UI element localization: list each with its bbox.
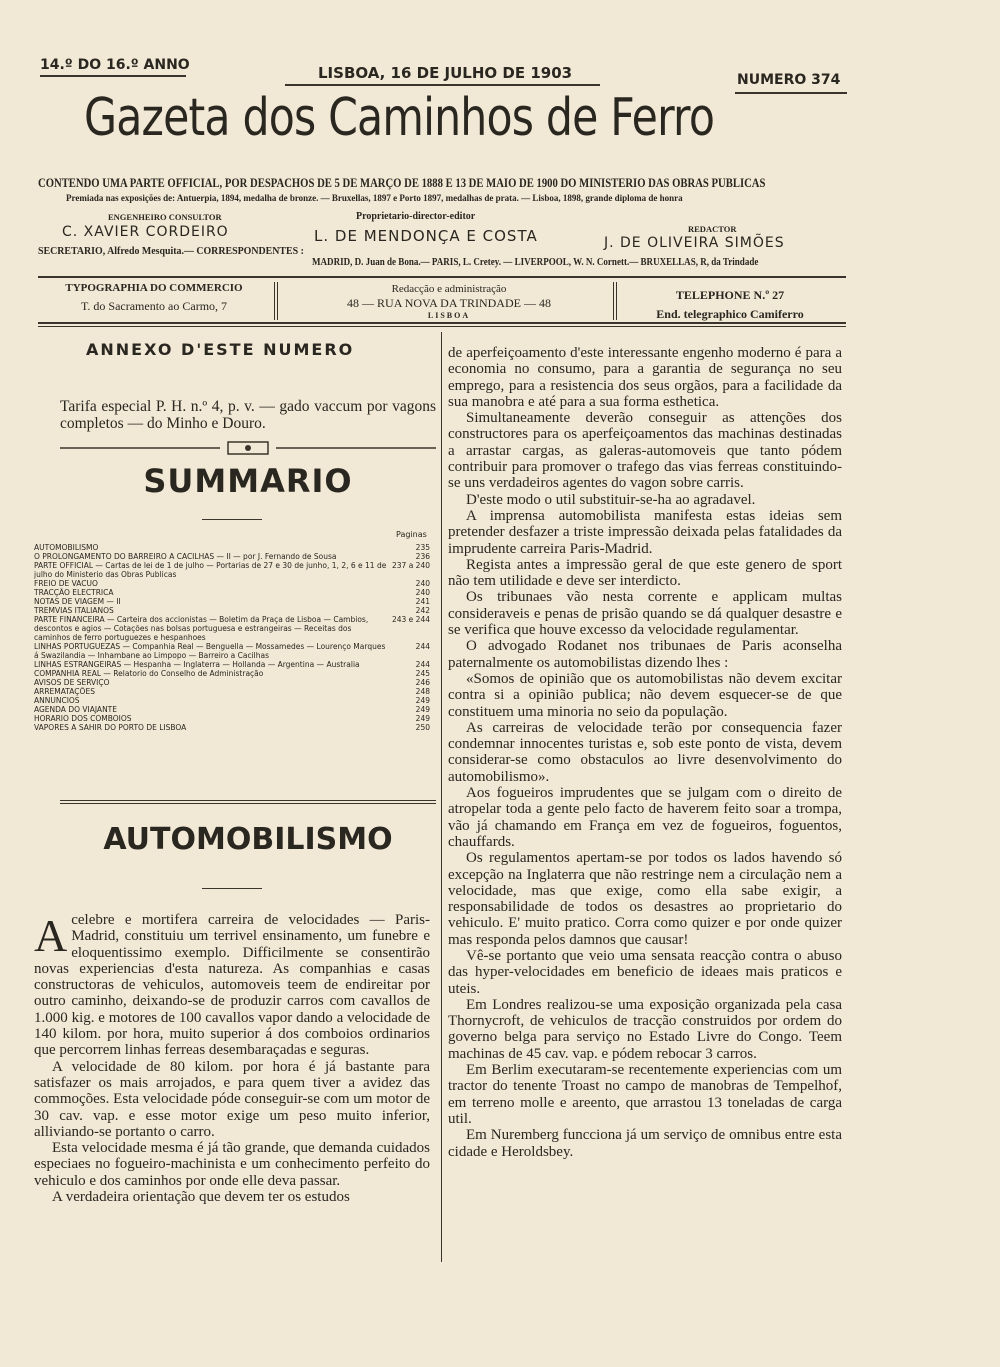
- summary-row-page: 245: [415, 669, 430, 678]
- summary-row: [34, 678, 430, 687]
- summary-row-page: 244: [415, 642, 430, 651]
- box-divider-1: [274, 282, 275, 320]
- ornament-divider: [60, 440, 436, 456]
- article-paragraph: celebre e mortifera carreira de velocidades — Paris-Madrid, constituiu um terrivel ensinamento, um funebre e eloquentissimo exemplo. Difficilmente se consentirão novas experiencias d'esta natureza. As companhias e casas constructoras de vehiculos, automoveis teem de endireitar por outro caminho, deixando-se de produzir carros com cavallos de 1.000 kig. e motores de 100 cavallos vapor dando a velocidade de 140 kilom. por hora, muito superior á dos comboios ordinarios que percorrem linhas ferreas desembaraçadas e seguras.: [34, 912, 430, 1059]
- engineer-role: ENGENHEIRO CONSULTOR: [108, 212, 222, 222]
- masthead-divider: [38, 276, 846, 278]
- dropcap-letter: A: [34, 910, 68, 961]
- article-paragraph: Simultaneamente deverão conseguir as attenções dos constructores para os aperfeiçoamentos das machinas destinadas a arrastar cargas, as galeras-automoveis que tanto pódem contribuir para promover o trafego das vias ferreas constituindo-se uns verdadeiros agentes do vagon sobre carris.: [448, 410, 842, 492]
- admin-address: 48 — RUA NOVA DA TRINDADE — 48: [347, 296, 551, 310]
- admin-label: Redacção e administração: [391, 283, 507, 295]
- article-paragraph: Esta velocidade mesma é já tão grande, que demanda cuidados especiaes no fogueiro-machinista e um conhecimento perfeito do vehiculo e dos caminhos por onde elle deva passar.: [34, 1140, 430, 1189]
- summary-row-page: 244: [415, 660, 430, 669]
- summary-row-title: ANNUNCIOS: [34, 696, 80, 705]
- summary-row-page: 249: [415, 714, 430, 723]
- summary-row: [34, 597, 430, 606]
- secretary-line: SECRETARIO, Alfredo Mesquita.— CORRESPONDENTES :: [38, 245, 304, 257]
- year-underline: [40, 75, 186, 77]
- typography-name: TYPOGRAPHIA DO COMMERCIO: [65, 282, 243, 294]
- article-heading: AUTOMOBILISMO: [103, 822, 393, 857]
- article-paragraph: O advogado Rodanet nos tribunaes de Paris aconselha paternalmente os automobilistas dizendo lhes :: [448, 638, 842, 671]
- box-divider-1b: [277, 282, 278, 320]
- summary-row-title: LINHAS PORTUGUEZAS — Companhia Real — Benguella — Mossamedes — Lourenço Marques á Swazilandia — Inhambane ao Limpopo — Barreiro a Cacilhas: [34, 642, 386, 660]
- summary-row: [34, 606, 430, 615]
- summary-row-title: TREMVIAS ITALIANOS: [34, 606, 114, 615]
- summary-row-title: VAPORES A SAHIR DO PORTO DE LISBOA: [34, 723, 187, 732]
- summary-row: [34, 705, 430, 714]
- header-bottom-rule: [38, 322, 846, 324]
- summary-row-page: 237 a 240: [392, 561, 430, 570]
- summary-row-title: AVISOS DE SERVIÇO: [34, 678, 110, 687]
- summary-row-page: 246: [415, 678, 430, 687]
- awards-line: Premiada nas exposições de: Antuerpia, 1894, medalha de bronze. — Bruxellas, 1897 e Porto 1897, medalhas de prata. — Lisboa, 1898, grande diploma de honra: [66, 193, 683, 203]
- editor-role: REDACTOR: [688, 224, 737, 234]
- telephone: TELEPHONE N.º 27: [675, 288, 785, 302]
- summary-row-page: 243 e 244: [391, 615, 430, 624]
- summary-row: [34, 552, 430, 561]
- summary-row: [34, 669, 430, 678]
- article-paragraph: Em Nuremberg funcciona já um serviço de omnibus entre esta cidade e Heroldsbey.: [448, 1127, 842, 1160]
- summary-row: [34, 543, 430, 552]
- article-paragraph: de aperfeiçoamento d'este interessante engenho moderno é para a economia no consumo, para a garantia de segurança no seu emprego, para a resistencia dos seus orgãos, para a facilidade da sua manobra e até para a sua forma esthetica.: [448, 345, 842, 410]
- summary-row-page: 240: [415, 579, 430, 588]
- editor-name: J. DE OLIVEIRA SIMÕES: [604, 235, 785, 251]
- dateline-rule: [285, 84, 600, 86]
- column-divider: [441, 332, 442, 1262]
- summary-row-title: COMPANHIA REAL — Relatorio do Conselho de Administração: [34, 669, 264, 678]
- summary-row: [34, 714, 430, 723]
- article-paragraph: Os regulamentos apertam-se por todos os lados havendo só excepção na Inglaterra que não restringe nem a circulação nem a velocidade, mas que exige, como ella sabe exigir, a responsabilidade de todos os desastres ao proprietario do vehiculo. E' muito pratico. Corra como quizer e por onde quizer mas responda pelos damnos que causar!: [448, 850, 842, 948]
- correspondents-line: MADRID, D. Juan de Bona.— PARIS, L. Cretey. — LIVERPOOL, W. N. Cornett.— BRUXELLAS, R, da Trindade: [312, 257, 759, 268]
- annex-text: Tarifa especial P. H. n.º 4, p. v. — gado vaccum por vagons completos — do Minho e Douro.: [60, 398, 436, 432]
- article-paragraph: Vê-se portanto que veio uma sensata reacção contra o abuso das hyper-velocidades em beneficio de ideaes mais praticos e uteis.: [448, 947, 842, 997]
- summary-row-title: LINHAS ESTRANGEIRAS — Hespanha — Inglaterra — Hollanda — Argentina — Australia: [34, 660, 360, 669]
- dateline: LISBOA, 16 DE JULHO DE 1903: [318, 64, 573, 82]
- summary-row-title: AGENDA DO VIAJANTE: [34, 705, 117, 714]
- summary-row-page: 240: [415, 588, 430, 597]
- summary-row: [34, 561, 430, 579]
- box-divider-2b: [616, 282, 617, 320]
- summary-row-page: 241: [415, 597, 430, 606]
- summary-row-title: FREIO DE VACUO: [34, 579, 98, 588]
- article-paragraph: Os tribunaes vão nesta corrente e applicam multas consideraveis e penas de prisão quando se dá qualquer desastre e se verifica que houve excesso da velocidade regulamentar.: [448, 589, 842, 639]
- telephone-box: [630, 288, 830, 322]
- summary-row-page: 235: [415, 543, 430, 552]
- telegraph: End. telegraphico Camiferro: [656, 307, 804, 321]
- summary-row-title: PARTE OFFICIAL — Cartas de lei de 1 de julho — Portarias de 27 e 30 de junho, 1, 2, 6 e 11 de julho do Ministerio das Obras Publicas: [34, 561, 387, 579]
- summary-row-page: 250: [415, 723, 430, 732]
- engineer-name: C. XAVIER CORDEIRO: [62, 224, 229, 240]
- summary-row: [34, 579, 430, 588]
- summary-row-title: PARTE FINANCEIRA — Carteira dos accionistas — Boletim da Praça de Lisboa — Cambios, descontos e agios — Cotações nas bolsas portuguesa e estrangeiras — Receitas dos caminhos de ferro portuguezes e hespanhoes: [34, 615, 369, 642]
- summary-row: [34, 588, 430, 597]
- article-paragraph: A velocidade de 80 kilom. por hora é já bastante para satisfazer os mais arrojados, e para quem tiver a avidez das commoções. Esta velocidade póde conseguir-se com um motor de 30 cav. vap. e esse motor exige um peso muito inferior, alliviando-se portanto o carro.: [34, 1058, 430, 1140]
- summary-row-title: NOTAS DE VIAGEM — II: [34, 597, 121, 606]
- article-paragraph: Regista antes a impressão geral de que este genero de sport não tem utilidade e deve ser interdicto.: [448, 556, 842, 590]
- owner-name: L. DE MENDONÇA E COSTA: [314, 227, 538, 245]
- summary-end-rule: [60, 800, 436, 801]
- article-paragraph: «Somos de opinião que os automobilistas não devem excitar contra si a opinião publica; não devem esquecer-se de que constituem uma minoria no seio da população.: [448, 670, 842, 720]
- number-underline: [735, 92, 847, 94]
- typography-box: [38, 282, 270, 314]
- article-left-column: [34, 912, 430, 1205]
- admin-box: [290, 283, 608, 320]
- summary-row-page: 249: [415, 696, 430, 705]
- summary-row: [34, 687, 430, 696]
- summary-row-title: AUTOMOBILISMO: [34, 543, 99, 552]
- summary-row-title: TRACÇÃO ELECTRICA: [34, 588, 114, 597]
- admin-city: LISBOA: [427, 311, 471, 320]
- summary-pages-label: Paginas: [396, 530, 427, 539]
- article-paragraph: As carreiras de velocidade terão por consequencia fazer condemnar innocentes turistas e, sob este ponto de vista, devem considerar-se como obstaculos ao livre desenvolvimento do automobilismo».: [448, 719, 842, 785]
- summary-row-page: 248: [415, 687, 430, 696]
- owner-role: Proprietario-director-editor: [356, 211, 476, 222]
- box-divider-2: [613, 282, 614, 320]
- article-paragraph: D'este modo o util substituir-se-ha ao agradavel.: [466, 491, 756, 508]
- summary-row-page: 236: [415, 552, 430, 561]
- summary-row-page: 249: [415, 705, 430, 714]
- header-bottom-rule-2: [38, 326, 846, 327]
- article-short-rule: [202, 888, 262, 889]
- summary-short-rule: [202, 519, 262, 520]
- article-paragraph: A imprensa automobilista manifesta estas ideias sem pretender desfazer a triste impressão deixada pelas fatalidades da imprudente carreira Paris-Madrid.: [448, 507, 842, 557]
- typography-address: T. do Sacramento ao Carmo, 7: [80, 299, 228, 313]
- masthead-title: Gazeta dos Caminhos de Ferro: [84, 88, 715, 148]
- summary-row: [34, 642, 430, 660]
- article-paragraph: Aos fogueiros imprudentes que se julgam com o direito de atropelar toda a gente pelo facto de haverem feito soar a trompa, vão já chamando em França em vez de fogueiros, foguentos, chauffards.: [448, 785, 842, 850]
- masthead-subtitle: CONTENDO UMA PARTE OFFICIAL, POR DESPACHOS DE 5 DE MARÇO DE 1888 E 13 DE MAIO DE 1900 DO MINISTERIO DAS OBRAS PUBLICAS: [38, 175, 766, 190]
- summary-row: [34, 696, 430, 705]
- summary-row: [34, 660, 430, 669]
- summary-row: [34, 615, 430, 642]
- issue-year: 14.º DO 16.º ANNO: [40, 57, 190, 73]
- issue-number: NUMERO 374: [737, 72, 841, 88]
- summary-row-title: HORARIO DOS COMBOIOS: [34, 714, 132, 723]
- summary-row-title: ARREMATAÇÕES: [34, 687, 95, 696]
- article-paragraph: Em Londres realizou-se uma exposição organizada pela casa Thornycroft, de vehiculos de tracção construidos por ordem do governo belga para serviço no Estado Livre do Congo. Teem machinas de 45 cav. vap. e pódem rebocar 3 carros.: [448, 996, 842, 1062]
- summary-row: [34, 723, 430, 732]
- article-paragraph: Em Berlim executaram-se recentemente experiencias com um tractor do tenente Troast no campo de manobras de Tempelhof, em terreno molle e areento, que arrastou 13 toneladas de carga util.: [448, 1062, 842, 1127]
- summary-heading: SUMMARIO: [143, 462, 353, 500]
- annex-heading: ANNEXO D'ESTE NUMERO: [86, 340, 355, 359]
- summary-row-title: O PROLONGAMENTO DO BARREIRO A CACILHAS — II — por J. Fernando de Sousa: [34, 552, 337, 561]
- article-right-column: [448, 345, 842, 1160]
- summary-table: [34, 543, 430, 732]
- article-paragraph: A verdadeira orientação que devem ter os estudos: [52, 1189, 350, 1206]
- summary-end-rule-2: [60, 803, 436, 804]
- summary-row-page: 242: [415, 606, 430, 615]
